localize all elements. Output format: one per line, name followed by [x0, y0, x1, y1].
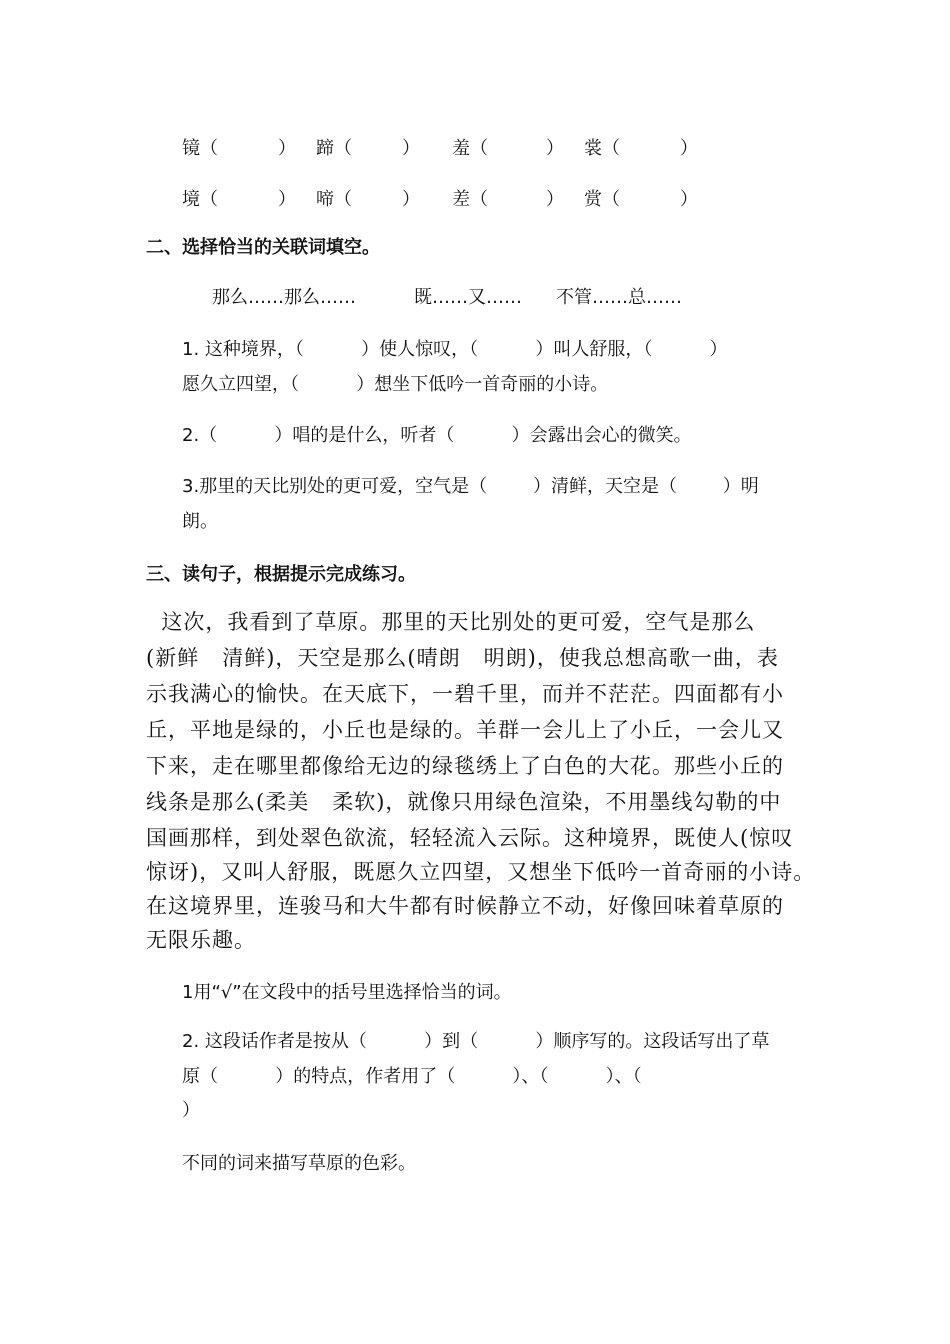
passage-line: 在这境界里，连骏马和大牛都有时候静立不动，好像回味着草原的	[146, 894, 784, 918]
exercise-2-line-1: 2. 这段话作者是按从（ ）到（ ）顺序写的。这段话写出了草	[182, 1031, 770, 1052]
char-blank-close: ）	[402, 138, 420, 159]
char-blank-close: ）	[278, 138, 296, 159]
exercise-2-line-3: ）	[182, 1100, 200, 1121]
conjunction-option: 那么……那么……	[212, 287, 356, 308]
passage-line: 示我满心的愉快。在天底下，一碧千里，而并不茫茫。四面都有小	[146, 682, 784, 706]
char-blank-close: ）	[546, 138, 564, 159]
char-blank-close: ）	[278, 189, 296, 210]
char-blank-open: 镜（	[182, 138, 218, 159]
char-blank-close: ）	[680, 189, 698, 210]
char-blank-open: 裳（	[584, 138, 620, 159]
question-1-line-2: 愿久立四望，（ ）想坐下低吟一首奇丽的小诗。	[182, 374, 609, 395]
char-blank-open: 啼（	[316, 189, 352, 210]
exercise-1: 1用“√”在文段中的括号里选择恰当的词。	[182, 982, 512, 1003]
char-blank-open: 赏（	[584, 189, 620, 210]
question-3-line-2: 朗。	[182, 511, 218, 532]
question-2: 2.（ ）唱的是什么，听者（ ）会露出会心的微笑。	[182, 425, 692, 446]
char-blank-close: ）	[680, 138, 698, 159]
exercise-2-line-4: 不同的词来描写草原的色彩。	[182, 1153, 416, 1174]
question-3-line-1: 3.那里的天比别处的更可爱，空气是（ ）清鲜，天空是（ ）明	[182, 476, 759, 497]
section-3-heading: 三、读句子，根据提示完成练习。	[146, 564, 416, 585]
conjunction-option: 不管……总……	[556, 287, 682, 308]
char-blank-open: 境（	[182, 189, 218, 210]
passage-line: 无限乐趣。	[146, 928, 256, 952]
passage-line: 丘，平地是绿的，小丘也是绿的。羊群一会儿上了小丘，一会儿又	[146, 718, 784, 742]
section-2-heading: 二、选择恰当的关联词填空。	[146, 237, 380, 258]
passage-line: 下来，走在哪里都像给无边的绿毯绣上了白色的大花。那些小丘的	[146, 754, 784, 778]
char-blank-close: ）	[546, 189, 564, 210]
char-blank-open: 差（	[452, 189, 488, 210]
passage-line: (新鲜 清鲜)，天空是那么(晴朗 明朗)，使我总想高歌一曲，表	[146, 646, 779, 670]
char-blank-open: 蹄（	[316, 138, 352, 159]
passage-line: 线条是那么(柔美 柔软)，就像只用绿色渲染，不用墨线勾勒的中	[146, 790, 782, 814]
passage-line: 惊讶)，又叫人舒服，既愿久立四望，又想坐下低吟一首奇丽的小诗。	[146, 860, 816, 884]
conjunction-option: 既……又……	[414, 287, 522, 308]
question-1-line-1: 1. 这种境界，（ ）使人惊叹，（ ）叫人舒服，（ ）	[182, 339, 728, 360]
exercise-2-line-2: 原（ ）的特点，作者用了（ ）、（ ）、（	[182, 1066, 642, 1087]
char-blank-close: ）	[402, 189, 420, 210]
passage-line: 国画那样，到处翠色欲流，轻轻流入云际。这种境界，既使人(惊叹	[146, 826, 794, 850]
char-blank-open: 羞（	[452, 138, 488, 159]
passage-line: 这次，我看到了草原。那里的天比别处的更可爱，空气是那么	[146, 610, 756, 634]
